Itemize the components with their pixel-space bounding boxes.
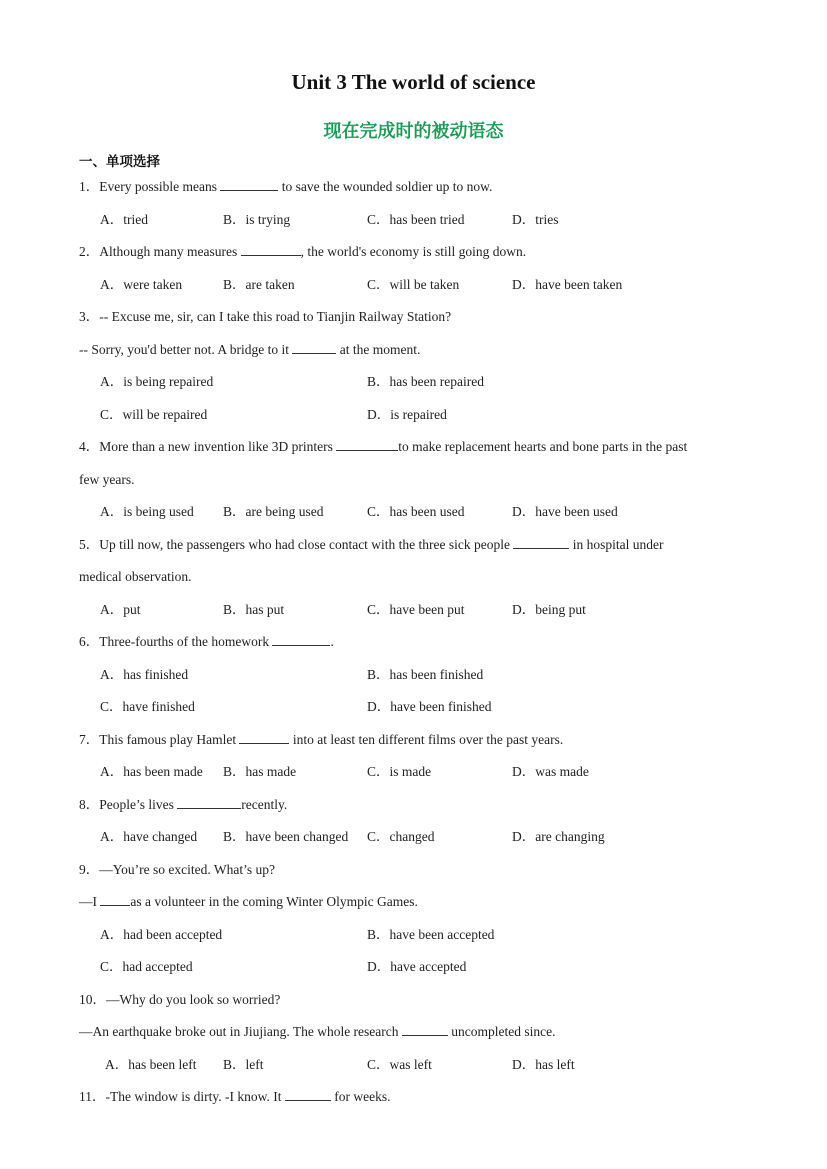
question-6-option-d: D．have been finished [367,699,492,714]
page-title: Unit 3 The world of science [291,70,536,94]
question-9-option-d: D．have accepted [367,959,467,974]
question-1-option-c: C．has been tried [367,212,465,227]
question-5-stem-continued: medical observation. [79,569,192,584]
question-9-stem-b: —I as a volunteer in the coming Winter Olympic Games. [79,894,418,909]
question-4-option-a: A．is being used [100,504,194,519]
question-5-option-d: D．being put [512,602,586,617]
question-5-option-c: C．have been put [367,602,465,617]
question-1-option-d: D．tries [512,212,559,227]
answer-blank [292,341,336,354]
question-3-option-a: A．is being repaired [100,374,214,389]
question-8-option-d: D．are changing [512,829,605,844]
question-8-option-a: A．have changed [100,829,198,844]
question-4-option-d: D．have been used [512,504,618,519]
question-6-option-b: B．has been finished [367,667,484,682]
question-2-option-a: A．were taken [100,277,183,292]
question-2-option-b: B．are taken [223,277,295,292]
question-5-option-b: B．has put [223,602,285,617]
question-10-option-b: B．left [223,1057,264,1072]
question-4-stem: 4．More than a new invention like 3D printers to make replacement hearts and bone parts in the past [79,439,688,454]
question-8-option-c: C．changed [367,829,435,844]
answer-blank [402,1023,448,1036]
question-10-stem-a: 10．—Why do you look so worried? [79,992,281,1007]
question-7-option-a: A．has been made [100,764,203,779]
question-10-option-c: C．was left [367,1057,432,1072]
question-9-option-a: A．had been accepted [100,927,223,942]
question-2-stem: 2．Although many measures , the world's economy is still going down. [79,244,527,259]
question-5-stem: 5．Up till now, the passengers who had close contact with the three sick people in hospital under [79,537,664,552]
page-subtitle: 现在完成时的被动语态 [323,121,504,142]
question-7-option-c: C．is made [367,764,432,779]
question-10-option-d: D．has left [512,1057,575,1072]
answer-blank [177,796,241,809]
answer-blank [100,893,130,906]
question-3-stem-a: 3．-- Excuse me, sir, can I take this road to Tianjin Railway Station? [79,309,452,324]
question-9-stem-a: 9．—You’re so excited. What’s up? [79,862,275,877]
question-7-option-d: D．was made [512,764,589,779]
answer-blank [336,438,398,451]
question-10-stem-b: —An earthquake broke out in Jiujiang. The whole research uncompleted since. [79,1024,556,1039]
question-8-stem: 8．People’s lives recently. [79,797,288,812]
question-5-option-a: A．put [100,602,141,617]
question-3-stem-b: -- Sorry, you'd better not. A bridge to it at the moment. [79,342,421,357]
question-3-option-b: B．has been repaired [367,374,484,389]
question-9-option-b: B．have been accepted [367,927,495,942]
question-6-stem: 6．Three-fourths of the homework . [79,634,334,649]
question-2-option-d: D．have been taken [512,277,623,292]
answer-blank [272,633,330,646]
question-1-option-b: B．is trying [223,212,291,227]
question-4-option-b: B．are being used [223,504,324,519]
answer-blank [239,731,289,744]
question-10-option-a: A．has been left [105,1057,197,1072]
question-3-option-d: D．is repaired [367,407,447,422]
question-1-option-a: A．tried [100,212,148,227]
section-heading: 一、单项选择 [79,154,160,170]
question-1-stem: 1．Every possible means to save the wounded soldier up to now. [79,179,493,194]
question-9-option-c: C．had accepted [100,959,193,974]
question-11-stem: 11．-The window is dirty. -I know. It for weeks. [79,1089,391,1104]
answer-blank [513,536,569,549]
answer-blank [241,243,301,256]
question-8-option-b: B．have been changed [223,829,349,844]
answer-blank [285,1088,331,1101]
question-6-option-c: C．have finished [100,699,195,714]
answer-blank [220,178,278,191]
question-2-option-c: C．will be taken [367,277,460,292]
question-4-option-c: C．has been used [367,504,465,519]
question-7-option-b: B．has made [223,764,297,779]
question-3-option-c: C．will be repaired [100,407,208,422]
question-7-stem: 7．This famous play Hamlet into at least ten different films over the past years. [79,732,564,747]
question-4-stem-continued: few years. [79,472,135,487]
question-6-option-a: A．has finished [100,667,189,682]
